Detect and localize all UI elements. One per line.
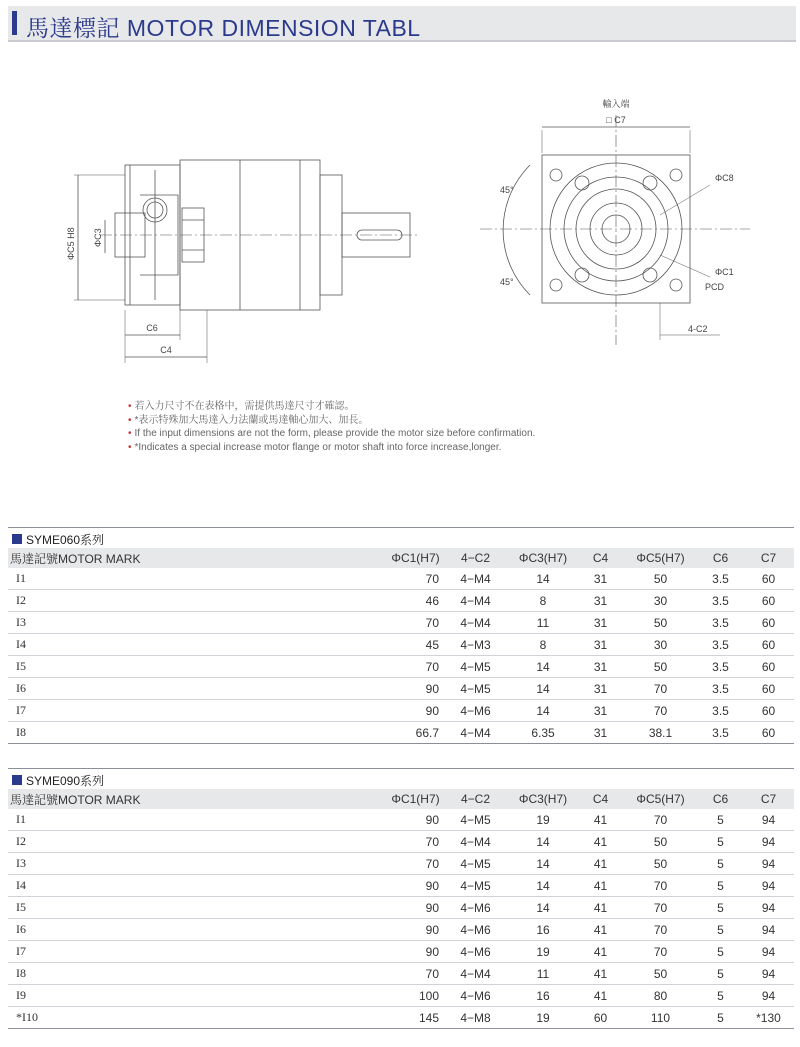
table-cell: 70	[623, 809, 698, 831]
table-row	[8, 985, 794, 1007]
table-cell: 4−M5	[443, 809, 508, 831]
table-cell: 41	[578, 985, 623, 1007]
table-header-row	[8, 548, 794, 568]
table-cell: 94	[743, 919, 794, 941]
table-row	[8, 590, 794, 612]
table-cell: I2	[8, 590, 388, 612]
table-cell: 4−M6	[443, 919, 508, 941]
table-cell: 60	[578, 1007, 623, 1029]
table-cell: 3.5	[698, 722, 743, 744]
table-cell: 4−M4	[443, 831, 508, 853]
column-header: C4	[578, 789, 623, 809]
column-header: 馬達記號MOTOR MARK	[8, 548, 388, 568]
column-header: ΦC5(H7)	[623, 548, 698, 568]
table-row	[8, 612, 794, 634]
table-cell: I4	[8, 875, 388, 897]
note-item: • *表示特殊加大馬達入力法蘭或馬達軸心加大、加長。	[128, 414, 369, 426]
table-cell: 41	[578, 831, 623, 853]
table-row	[8, 656, 794, 678]
table-cell: 4−M6	[443, 700, 508, 722]
table-cell: 3.5	[698, 590, 743, 612]
label-c7: □ C7	[606, 115, 626, 125]
table-cell: 30	[623, 590, 698, 612]
table-cell: *130	[743, 1007, 794, 1029]
column-header: ΦC5(H7)	[623, 789, 698, 809]
table-cell: 5	[698, 831, 743, 853]
column-header: 4−C2	[443, 548, 508, 568]
table-cell: 66.7	[388, 722, 443, 744]
table-cell: 70	[623, 678, 698, 700]
motor-dimension-drawing	[60, 95, 780, 375]
table-row	[8, 809, 794, 831]
table-cell: 41	[578, 941, 623, 963]
label-c8: ΦC8	[715, 173, 734, 183]
label-angle-top: 45°	[500, 185, 514, 195]
table-cell: 16	[508, 919, 578, 941]
table-cell: 94	[743, 985, 794, 1007]
table-cell: 145	[388, 1007, 443, 1029]
table-cell: 5	[698, 875, 743, 897]
table-cell: I1	[8, 568, 388, 590]
syme060-section	[8, 527, 794, 744]
label-c6: C6	[146, 323, 158, 333]
table-cell: 3.5	[698, 656, 743, 678]
column-header: C6	[698, 548, 743, 568]
table-cell: 4−M5	[443, 853, 508, 875]
table-cell: 60	[743, 722, 794, 744]
table-cell: I5	[8, 897, 388, 919]
column-header: C6	[698, 789, 743, 809]
table-cell: 70	[623, 875, 698, 897]
table-cell: I7	[8, 700, 388, 722]
table-cell: I5	[8, 656, 388, 678]
label-angle-bottom: 45°	[500, 277, 514, 287]
table-cell: 50	[623, 963, 698, 985]
table-cell: 30	[623, 634, 698, 656]
table-row	[8, 897, 794, 919]
table-cell: 8	[508, 590, 578, 612]
table-cell: 90	[388, 875, 443, 897]
table-cell: 50	[623, 656, 698, 678]
table-cell: 100	[388, 985, 443, 1007]
table-cell: 45	[388, 634, 443, 656]
table-cell: 38.1	[623, 722, 698, 744]
table-cell: 11	[508, 612, 578, 634]
label-input-end: 輸入端	[602, 99, 630, 109]
table-cell: 94	[743, 897, 794, 919]
table-cell: 3.5	[698, 634, 743, 656]
table-row	[8, 678, 794, 700]
table-cell: I6	[8, 919, 388, 941]
syme090-section	[8, 768, 794, 1029]
table-row	[8, 722, 794, 744]
table-cell: 94	[743, 809, 794, 831]
table-cell: 50	[623, 568, 698, 590]
table-cell: 4−M5	[443, 656, 508, 678]
table-row	[8, 919, 794, 941]
table-cell: 14	[508, 656, 578, 678]
table-cell: 90	[388, 919, 443, 941]
notes-list	[128, 400, 535, 454]
label-c3: ΦC3	[93, 228, 103, 247]
table-cell: 41	[578, 919, 623, 941]
table-cell: 3.5	[698, 568, 743, 590]
section-header	[8, 527, 794, 548]
table-cell: 31	[578, 634, 623, 656]
table-cell: I7	[8, 941, 388, 963]
table-cell: I8	[8, 722, 388, 744]
table-cell: 4−M4	[443, 722, 508, 744]
table-row	[8, 568, 794, 590]
column-header: ΦC1(H7)	[388, 789, 443, 809]
table-cell: 41	[578, 963, 623, 985]
table-cell: 60	[743, 678, 794, 700]
table-cell: 70	[388, 656, 443, 678]
table-cell: 19	[508, 941, 578, 963]
table-cell: I3	[8, 612, 388, 634]
table-row	[8, 963, 794, 985]
table-cell: 4−M6	[443, 941, 508, 963]
table-cell: 14	[508, 678, 578, 700]
table-cell: 90	[388, 700, 443, 722]
table-cell: 60	[743, 634, 794, 656]
table-cell: 94	[743, 875, 794, 897]
label-pcd: PCD	[705, 282, 725, 292]
table-row	[8, 941, 794, 963]
table-cell: 90	[388, 809, 443, 831]
note-item: • If the input dimensions are not the form, please provide the motor size before confirmation.	[128, 428, 536, 439]
table-cell: 3.5	[698, 700, 743, 722]
table-cell: 70	[623, 941, 698, 963]
table-cell: 70	[388, 853, 443, 875]
table-cell: I3	[8, 853, 388, 875]
column-header: ΦC3(H7)	[508, 548, 578, 568]
syme090-table	[8, 789, 794, 1029]
section-square-icon	[12, 534, 22, 544]
column-header: ΦC3(H7)	[508, 789, 578, 809]
table-cell: 14	[508, 853, 578, 875]
table-cell: 4−M4	[443, 963, 508, 985]
column-header: ΦC1(H7)	[388, 548, 443, 568]
table-cell: 5	[698, 897, 743, 919]
table-cell: 60	[743, 700, 794, 722]
table-cell: 6.35	[508, 722, 578, 744]
column-header: C4	[578, 548, 623, 568]
table-cell: 70	[623, 919, 698, 941]
table-cell: 4−M4	[443, 568, 508, 590]
table-cell: 31	[578, 612, 623, 634]
table-cell: 50	[623, 853, 698, 875]
table-cell: 5	[698, 985, 743, 1007]
table-cell: 80	[623, 985, 698, 1007]
table-cell: 14	[508, 875, 578, 897]
section-title: SYME090系列	[26, 774, 105, 788]
table-cell: 31	[578, 590, 623, 612]
table-cell: 46	[388, 590, 443, 612]
table-row	[8, 634, 794, 656]
section-title: SYME060系列	[26, 533, 105, 547]
column-header: 4−C2	[443, 789, 508, 809]
table-cell: 14	[508, 568, 578, 590]
table-cell: I4	[8, 634, 388, 656]
table-cell: 90	[388, 897, 443, 919]
page-header	[8, 6, 796, 42]
table-cell: 4−M6	[443, 985, 508, 1007]
table-cell: 31	[578, 568, 623, 590]
table-cell: 41	[578, 809, 623, 831]
table-cell: 4−M4	[443, 590, 508, 612]
table-cell: 60	[743, 590, 794, 612]
table-cell: 60	[743, 612, 794, 634]
table-cell: I2	[8, 831, 388, 853]
table-cell: 19	[508, 809, 578, 831]
table-cell: 5	[698, 853, 743, 875]
table-cell: 31	[578, 700, 623, 722]
table-cell: 70	[388, 831, 443, 853]
column-header: C7	[743, 548, 794, 568]
table-row	[8, 700, 794, 722]
table-header-row	[8, 789, 794, 809]
table-cell: *I10	[8, 1007, 388, 1029]
table-cell: 5	[698, 963, 743, 985]
side-view	[74, 160, 420, 363]
section-header	[8, 768, 794, 789]
table-row	[8, 831, 794, 853]
table-cell: 19	[508, 1007, 578, 1029]
table-cell: I1	[8, 809, 388, 831]
table-cell: 14	[508, 897, 578, 919]
header-accent-bar	[12, 11, 17, 35]
table-cell: 5	[698, 1007, 743, 1029]
table-cell: 11	[508, 963, 578, 985]
label-c1: ΦC1	[715, 267, 734, 277]
table-cell: I8	[8, 963, 388, 985]
table-cell: 4−M5	[443, 678, 508, 700]
table-cell: 4−M5	[443, 875, 508, 897]
table-row	[8, 1007, 794, 1029]
table-cell: 41	[578, 875, 623, 897]
syme060-table	[8, 548, 794, 744]
table-cell: 8	[508, 634, 578, 656]
table-cell: 41	[578, 853, 623, 875]
note-item: • 若入力尺寸不在表格中，需提供馬達尺寸才確認。	[128, 401, 355, 412]
table-cell: 16	[508, 985, 578, 1007]
page-title: 馬達標記 MOTOR DIMENSION TABL	[26, 15, 421, 41]
table-row	[8, 853, 794, 875]
table-cell: 70	[623, 897, 698, 919]
label-c4: C4	[160, 345, 172, 355]
table-cell: 94	[743, 831, 794, 853]
table-cell: 90	[388, 941, 443, 963]
table-cell: 90	[388, 678, 443, 700]
table-cell: 94	[743, 853, 794, 875]
table-cell: 50	[623, 831, 698, 853]
table-cell: 4−M3	[443, 634, 508, 656]
table-cell: 70	[388, 612, 443, 634]
table-cell: 50	[623, 612, 698, 634]
table-cell: 31	[578, 656, 623, 678]
front-view	[480, 115, 750, 345]
section-square-icon	[12, 775, 22, 785]
table-cell: 5	[698, 941, 743, 963]
table-cell: 94	[743, 941, 794, 963]
table-cell: 60	[743, 568, 794, 590]
table-cell: I9	[8, 985, 388, 1007]
table-cell: 4−M8	[443, 1007, 508, 1029]
table-cell: 70	[623, 700, 698, 722]
label-c2: 4-C2	[688, 324, 708, 334]
table-cell: 41	[578, 897, 623, 919]
column-header: 馬達記號MOTOR MARK	[8, 789, 388, 809]
label-c5: ΦC5 H8	[66, 227, 76, 260]
table-cell: 14	[508, 700, 578, 722]
table-cell: 60	[743, 656, 794, 678]
table-cell: 4−M4	[443, 612, 508, 634]
table-cell: 31	[578, 678, 623, 700]
table-cell: I6	[8, 678, 388, 700]
table-cell: 5	[698, 919, 743, 941]
table-cell: 3.5	[698, 612, 743, 634]
note-item: • *Indicates a special increase motor flange or motor shaft into force increase,longer.	[128, 441, 502, 453]
table-cell: 14	[508, 831, 578, 853]
table-cell: 94	[743, 963, 794, 985]
table-cell: 110	[623, 1007, 698, 1029]
table-cell: 31	[578, 722, 623, 744]
table-cell: 4−M6	[443, 897, 508, 919]
table-cell: 70	[388, 963, 443, 985]
table-row	[8, 875, 794, 897]
table-cell: 3.5	[698, 678, 743, 700]
table-cell: 70	[388, 568, 443, 590]
table-cell: 5	[698, 809, 743, 831]
column-header: C7	[743, 789, 794, 809]
